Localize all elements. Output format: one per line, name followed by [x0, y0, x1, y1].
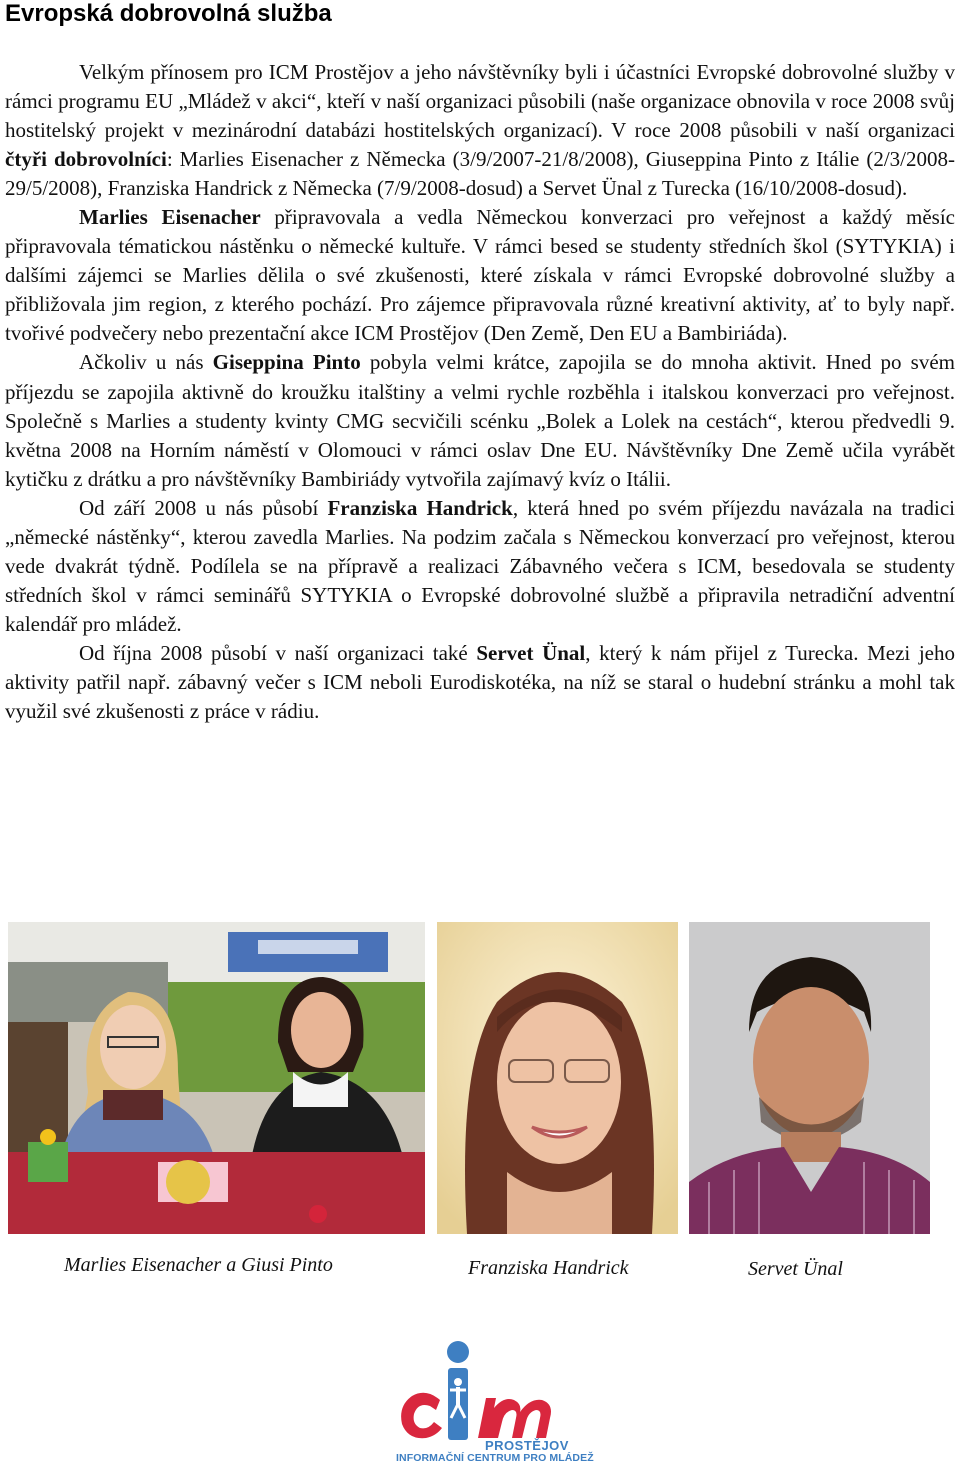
caption-photo-1: Marlies Eisenacher a Giusi Pinto — [64, 1254, 333, 1276]
text-run: , která hned po svém příjezdu navázala na tradici „německé nástěnky“, kterou zavedla Marlies. Na podzim začala s Německou konverzací pro veřejnost, kterou vede dvakrát týdně. Podílela se na přípravě a realizaci Zábavného večera s ICM, besedovala se studenty středních škol v rámci seminářů SYTYKIA o Evropské dobrovolné službě a připravila netradiční adventní kalendář pro mládež. — [5, 495, 955, 636]
text-run: , který k nám přijel z Turecka. Mezi jeho aktivity patřil např. zábavný večer s ICM neboli Eurodiskotéka, na níž se staral o hudební stránku a mohl tak využil své zkušenosti z práce v rádiu. — [5, 640, 955, 724]
text-run: Ačkoliv u nás — [79, 350, 213, 375]
text-run: Od září 2008 u nás působí — [79, 495, 328, 520]
paragraph-2 — [5, 203, 955, 348]
text-run: připravovala a vedla Německou konverzaci pro veřejnost a každý měsíc připravovala tématickou nástěnku o německé kultuře. V rámci besed se studenty středních škol (SYTYKIA) i dalšími zájemci se Marlies dělila o své zkušenosti, které získala v rámci Evropské dobrovolné služby a přibližovala jim region, z kterého pochází. Pro zájemce připravovala různé kreativní aktivity, ať to byly např. tvořivé podvečery nebo prezentační akce ICM Prostějov (Den Země, Den EU a Bambiriáda). — [5, 205, 955, 346]
photo-servet-image — [689, 922, 930, 1234]
paragraph-4 — [5, 494, 955, 639]
text-run: : Marlies Eisenacher z Německa (3/9/2007-21/8/2008), Giuseppina Pinto z Itálie (2/3/2008-29/5/2008), Franziska Handrick z Německa (7/9/2008-dosud) a Servet Ünal z Turecka (16/10/2008-dosud). — [5, 147, 955, 201]
text-run: pobyla velmi krátce, zapojila se do mnoha aktivit. Hned po svém příjezdu se zapojila aktivně do kroužku italštiny a velmi rychle rozběhla i italskou konverzaci pro veřejnost. Společně s Marlies a studenty kvinty CMG secvičili scénku „Bolek a Lolek na cestách“, kterou předvedli 9. května 2008 na Horním náměstí v Olomouci v rámci oslav Dne EU. Návštěvníky Dne Země učila vyrábět kytičku z drátku a pro návštěvníky Bambiriády vytvořila zajímavý kvíz o Itálii. — [5, 350, 955, 491]
photo-servet — [689, 922, 930, 1234]
caption-photo-3: Servet Ünal — [748, 1258, 843, 1280]
photo-marlies-and-giusi — [8, 922, 425, 1234]
bold-name: Franziska Handrick — [327, 495, 513, 520]
bold-name: Giseppina Pinto — [212, 350, 361, 375]
article-body — [5, 58, 955, 726]
logo-city-label: PROSTĚJOV — [485, 1438, 569, 1453]
text-run: Od října 2008 působí v naší organizaci také — [79, 640, 477, 665]
photo-franziska — [437, 922, 678, 1234]
photo-franziska-image — [437, 922, 678, 1234]
paragraph-3 — [5, 348, 955, 493]
paragraph-1 — [5, 58, 955, 203]
caption-photo-2: Franziska Handrick — [468, 1257, 629, 1279]
paragraph-5 — [5, 639, 955, 726]
bold-name: Marlies Eisenacher — [79, 205, 261, 230]
bold-name: čtyři dobrovolníci — [5, 147, 167, 172]
photo-marlies-and-giusi-image — [8, 922, 425, 1234]
page-title: Evropská dobrovolná služba — [5, 0, 332, 27]
bold-name: Servet Ünal — [476, 640, 586, 665]
logo-subtitle: INFORMAČNÍ CENTRUM PRO MLÁDEŽ — [396, 1452, 594, 1464]
text-run: Velkým přínosem pro ICM Prostějov a jeho návštěvníky byli i účastníci Evropské dobrovolné služby v rámci programu EU „Mládež v akci“, kteří v naší organizaci působili (naše organizace obnovila v roce 2008 svůj hostitelský projekt v mezinárodní databázi hostitelských organizací). V roce 2008 působili v naší organizaci — [5, 60, 955, 143]
